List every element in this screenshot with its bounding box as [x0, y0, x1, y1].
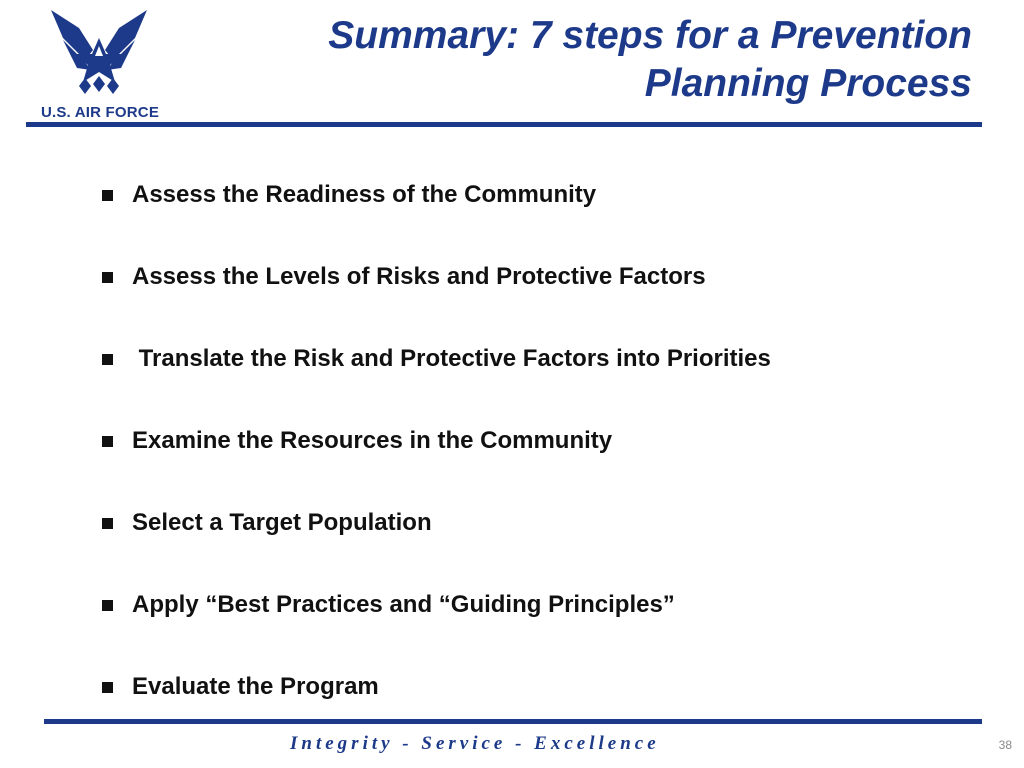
step-item	[102, 508, 771, 538]
step-text: Apply “Best Practices and “Guiding Principles”	[132, 591, 675, 618]
slide-title-line-2: Planning Process	[644, 62, 972, 105]
bullet-square-icon	[102, 518, 113, 529]
footer-motto: Integrity - Service - Excellence	[290, 733, 660, 754]
us-air-force-logo	[26, 6, 174, 124]
step-item	[102, 344, 771, 374]
header-divider	[26, 122, 982, 127]
step-item	[102, 180, 771, 210]
step-text: Assess the Readiness of the Community	[132, 181, 597, 208]
step-item	[102, 672, 771, 702]
step-text: Assess the Levels of Risks and Protective Factors	[132, 263, 706, 290]
bullet-square-icon	[102, 272, 113, 283]
step-text: Evaluate the Program	[132, 673, 379, 700]
bullet-square-icon	[102, 682, 113, 693]
step-item	[102, 590, 771, 620]
slide-title	[212, 12, 972, 108]
step-text: Examine the Resources in the Community	[132, 427, 613, 454]
slide-title-line-1: Summary: 7 steps for a Prevention	[328, 14, 972, 57]
air-force-wings-star-icon	[49, 8, 149, 100]
step-text: Select a Target Population	[132, 509, 432, 536]
bullet-square-icon	[102, 436, 113, 447]
bullet-square-icon	[102, 190, 113, 201]
footer-divider	[44, 719, 982, 724]
page-number: 38	[998, 738, 1012, 752]
step-item	[102, 426, 771, 456]
step-item	[102, 262, 771, 292]
logo-wordmark: U.S. AIR FORCE	[40, 104, 160, 121]
bullet-square-icon	[102, 600, 113, 611]
step-text: Translate the Risk and Protective Factors into Priorities	[132, 345, 771, 372]
bullet-square-icon	[102, 354, 113, 365]
steps-list	[102, 180, 771, 754]
